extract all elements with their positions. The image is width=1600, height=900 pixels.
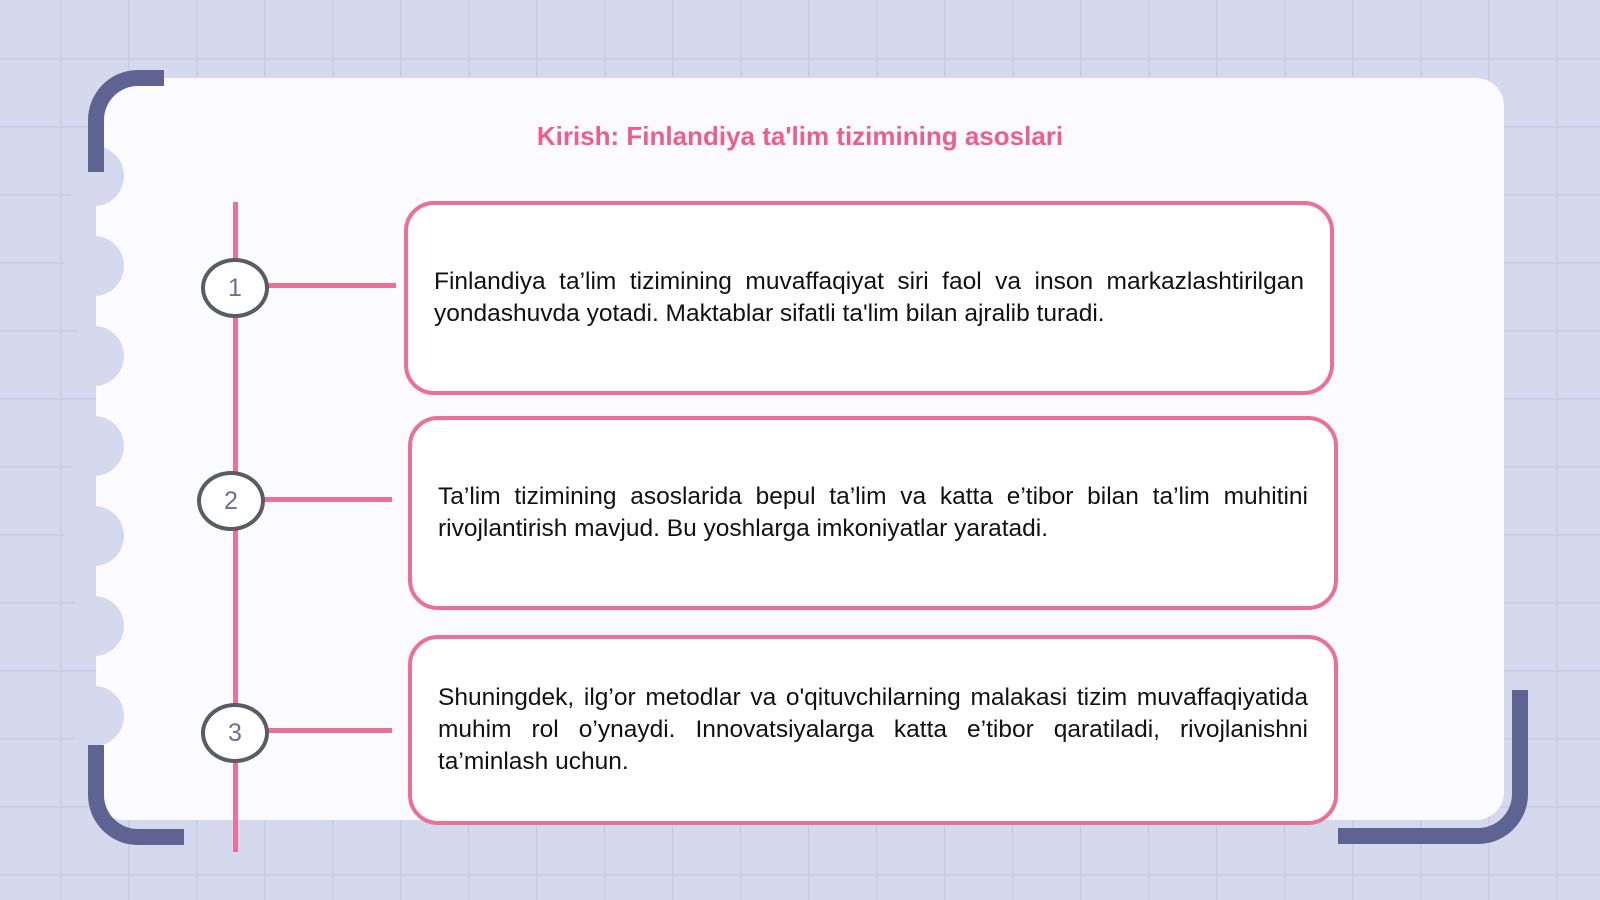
corner-bracket-bottom-right [1338,690,1528,844]
timeline-connector [266,283,396,288]
timeline-connector [266,728,392,733]
timeline-card-2 [408,416,1338,610]
scallop-edge [64,686,124,746]
timeline-card-text: Shuningdek, ilg’or metodlar va o'qituvchilarning malakasi tizim muvaffaqiyatida muhim rol o’ynaydi. Innovatsiyalarga katta e’tibor qaratiladi, rivojlanishni ta’minlash uchun. [438,684,1308,775]
timeline-card-text: Ta’lim tizimining asoslarida bepul ta’lim va katta e’tibor bilan ta’lim muhitini rivojlantirish mavjud. Bu yoshlarga imkoniyatlar yaratadi. [438,483,1308,542]
timeline-card-1 [404,201,1334,395]
scallop-edge [64,236,124,296]
timeline-card-text: Finlandiya ta’lim tizimining muvaffaqiyat siri faol va inson markazlashtirilgan yondashuvda yotadi. Maktablar sifatli ta'lim bilan ajralib turadi. [434,268,1304,327]
corner-bracket-top-left [88,70,164,172]
scallop-edge [64,596,124,656]
step-number-1: 1 [201,258,269,318]
slide-title: Kirish: Finlandiya ta'lim tizimining asoslari [536,121,1064,151]
scallop-edge [64,416,124,476]
scallop-edge [64,506,124,566]
step-number-2: 2 [197,471,265,531]
timeline-card-3 [408,635,1338,825]
scallop-edge [64,326,124,386]
corner-bracket-bottom-left [88,745,184,845]
step-number-3: 3 [201,703,269,763]
timeline-connector [262,497,392,502]
